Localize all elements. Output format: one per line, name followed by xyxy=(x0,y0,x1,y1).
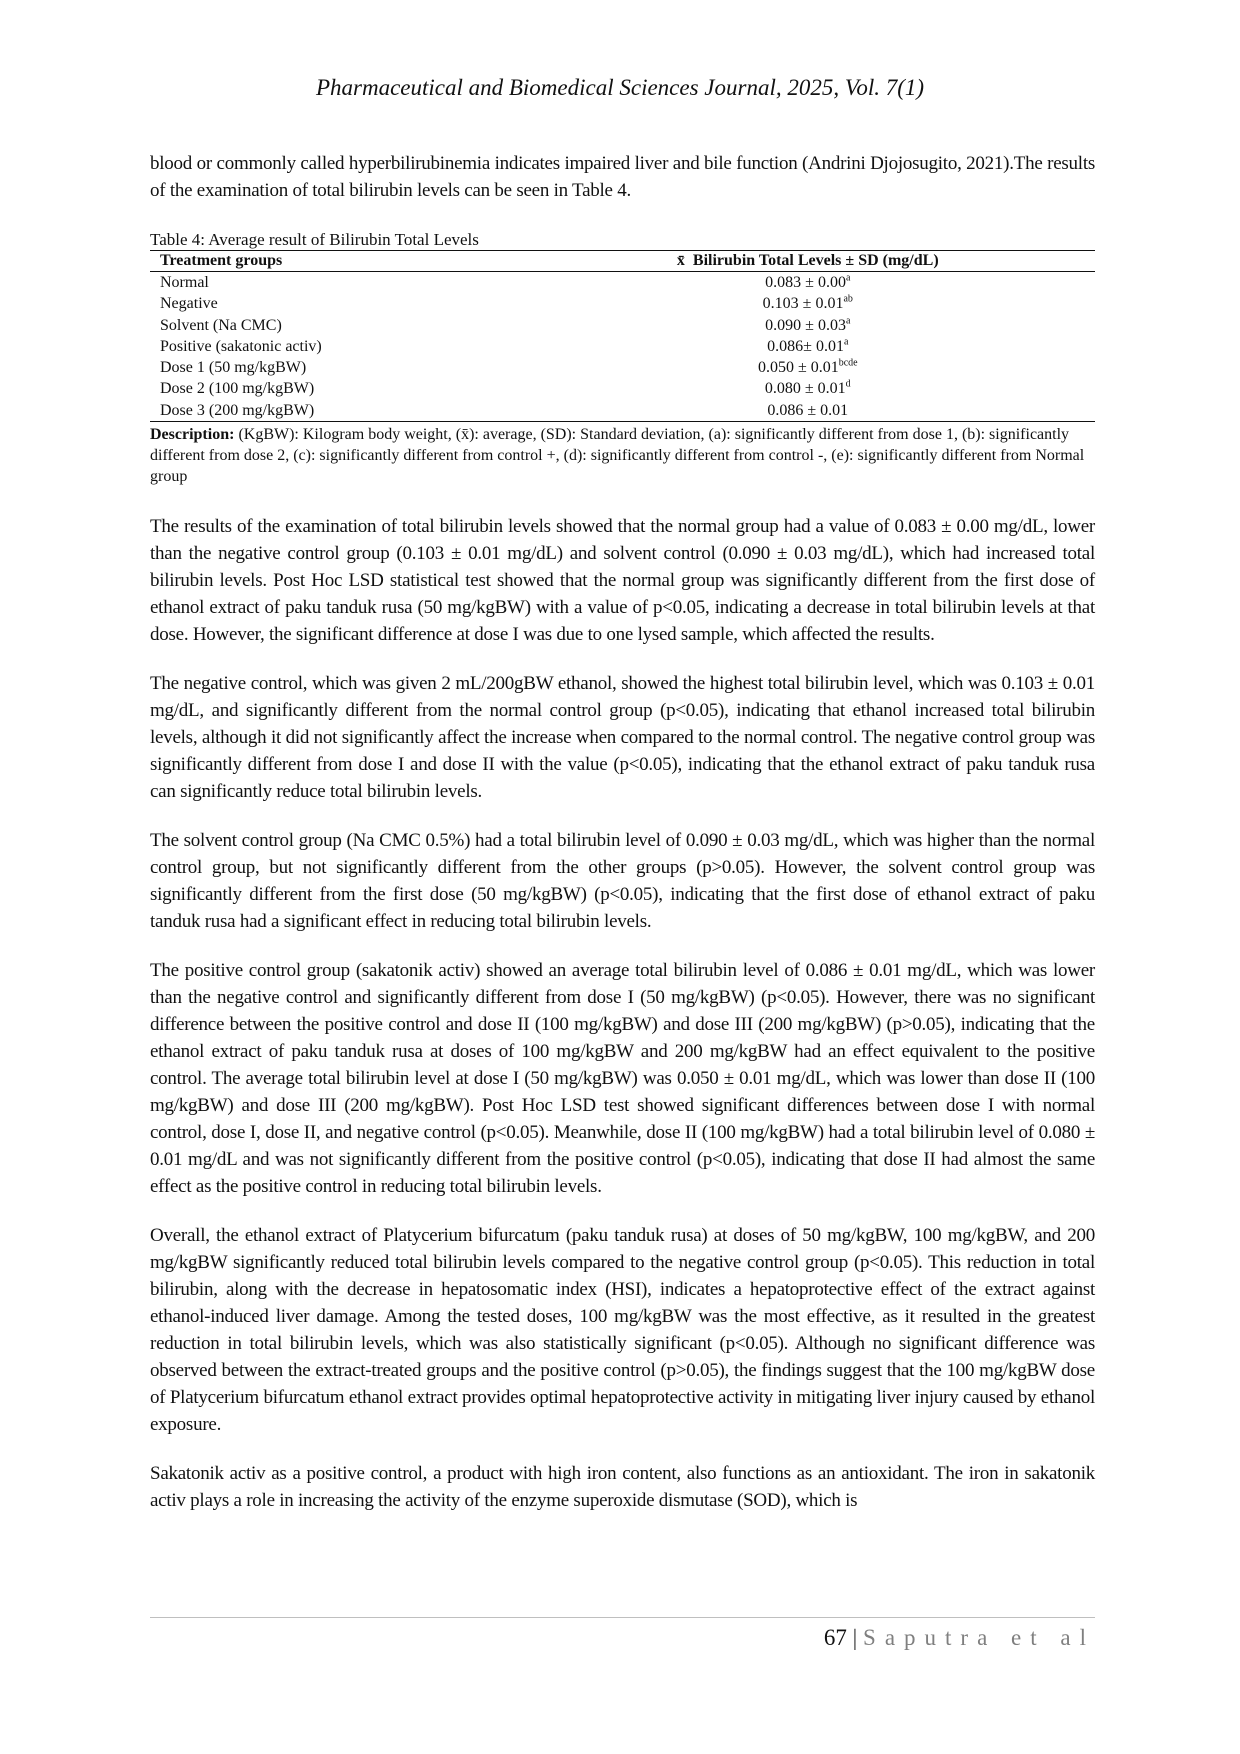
bilirubin-value-cell xyxy=(521,272,1095,294)
bilirubin-value: 0.086± 0.01 xyxy=(767,337,844,355)
column-header-bilirubin xyxy=(521,251,1095,272)
bilirubin-value-cell xyxy=(521,378,1095,399)
bilirubin-value-cell xyxy=(521,315,1095,336)
footer-author: Saputra et al xyxy=(863,1625,1095,1650)
paragraph: The solvent control group (Na CMC 0.5%) had a total bilirubin level of 0.090 ± 0.03 mg/dL, which was higher than the normal control group, but not significantly different from the other groups (p>0.05). However, the solvent control group was significantly different from the first dose (50 mg/kgBW) (p<0.05), indicating that the first dose of ethanol extract of paku tanduk rusa had a significant effect in reducing total bilirubin levels. xyxy=(150,830,1095,933)
significance-superscript: a xyxy=(845,272,851,284)
table-header-row xyxy=(150,251,1095,272)
bilirubin-value-cell xyxy=(521,400,1095,422)
treatment-group-cell: Negative xyxy=(160,295,218,313)
bilirubin-value-cell xyxy=(521,357,1095,378)
table-row xyxy=(150,357,1095,378)
treatment-group-cell: Dose 2 (100 mg/kgBW) xyxy=(160,380,315,398)
paragraph: Sakatonik activ as a positive control, a product with high iron content, also functions as an antioxidant. The iron in sakatonik activ plays a role in increasing the activity of the enzyme superoxide dismutase (SOD), which is xyxy=(150,1463,1095,1512)
journal-header: Pharmaceutical and Biomedical Sciences Journal, 2025, Vol. 7(1) xyxy=(315,75,925,100)
bilirubin-value: 0.080 ± 0.01 xyxy=(764,380,846,398)
treatment-group-cell: Dose 1 (50 mg/kgBW) xyxy=(160,359,307,377)
paragraph: The results of the examination of total bilirubin levels showed that the normal group had a value of 0.083 ± 0.00 mg/dL, lower than the negative control group (0.103 ± 0.01 mg/dL) and solvent control (0.090 ± 0.03 mg/dL), which had increased total bilirubin levels. Post Hoc LSD statistical test showed that the normal group was significantly different from the first dose of ethanol extract of paku tanduk rusa (50 mg/kgBW) with a value of p<0.05, indicating a decrease in total bilirubin levels at that dose. However, the significant difference at dose I was due to one lysed sample, which affected the results. xyxy=(150,516,1095,646)
bilirubin-table xyxy=(150,250,1095,422)
significance-superscript: d xyxy=(845,379,851,391)
page-footer xyxy=(824,1625,1095,1651)
bilirubin-value: 0.050 ± 0.01 xyxy=(757,359,839,377)
bilirubin-value: 0.083 ± 0.00 xyxy=(765,274,846,291)
table-row xyxy=(150,272,1095,294)
paragraph: The positive control group (sakatonik activ) showed an average total bilirubin level of 0.086 ± 0.01 mg/dL, which was lower than the negative control and significantly different from dose I (50 mg/kgBW) (p<0.05). However, there was no significant difference between the positive control and dose II (100 mg/kgBW) and dose III (200 mg/kgBW) (p>0.05), indicating that the ethanol extract of paku tanduk rusa at doses of 100 mg/kgBW and 200 mg/kgBW had an effect equivalent to the positive control. The average total bilirubin level at dose I (50 mg/kgBW) was 0.050 ± 0.01 mg/dL, which was lower than dose II (100 mg/kgBW) and dose III (200 mg/kgBW). Post Hoc LSD test showed significant differences between dose I with normal control, dose I, dose II, and negative control (p<0.05). Meanwhile, dose II (100 mg/kgBW) had a total bilirubin level of 0.080 ± 0.01 mg/dL and was not significantly different from the positive control (p<0.05), indicating that dose II had almost the same effect as the positive control in reducing total bilirubin levels. xyxy=(150,960,1095,1198)
footer-separator: | xyxy=(852,1625,858,1650)
paragraph-intro: blood or commonly called hyperbilirubinemia indicates impaired liver and bile function (Andrini Djojosugito, 2021).The results of the examination of total bilirubin levels can be seen in Table 4. xyxy=(150,153,1095,201)
treatment-group-cell: Solvent (Na CMC) xyxy=(160,316,282,334)
description-label: Description: xyxy=(150,426,235,444)
table-row xyxy=(150,293,1095,314)
bilirubin-value: 0.103 ± 0.01 xyxy=(762,295,844,313)
table-row xyxy=(150,336,1095,357)
column-header-treatment: Treatment groups xyxy=(150,251,521,272)
significance-superscript: a xyxy=(843,336,849,348)
significance-superscript: ab xyxy=(843,293,853,305)
mean-symbol: x̄ xyxy=(676,252,685,269)
column-header-bilirubin-label: Bilirubin Total Levels ± SD (mg/dL) xyxy=(692,252,939,269)
bilirubin-value-cell xyxy=(521,336,1095,357)
footer-divider xyxy=(150,1617,1095,1618)
bilirubin-value: 0.090 ± 0.03 xyxy=(765,316,846,334)
table-row xyxy=(150,378,1095,399)
table-row xyxy=(150,400,1095,422)
table-row xyxy=(150,315,1095,336)
bilirubin-value: 0.086 ± 0.01 xyxy=(767,401,849,419)
treatment-group-cell: Normal xyxy=(160,274,209,291)
treatment-group-cell: Dose 3 (200 mg/kgBW) xyxy=(150,400,521,422)
table-caption: Table 4: Average result of Bilirubin Total Levels xyxy=(150,230,479,249)
page-body xyxy=(150,150,1095,1536)
bilirubin-value-cell xyxy=(521,293,1095,314)
description-text: (KgBW): Kilogram body weight, (x̄): average, (SD): Standard deviation, (a): significantly different from dose 1, (b): significantly different from dose 2, (c): significantly different from control +, (d): significantly different from control -, (e): significantly different from Normal group xyxy=(150,426,1085,486)
paragraph: The negative control, which was given 2 mL/200gBW ethanol, showed the highest total bilirubin level, which was 0.103 ± 0.01 mg/dL, and significantly different from the normal control group (p<0.05), indicating that ethanol increased total bilirubin levels, although it did not significantly affect the increase when compared to the normal control. The negative control group was significantly different from dose I and dose II with the value (p<0.05), indicating that the ethanol extract of paku tanduk rusa can significantly reduce total bilirubin levels. xyxy=(150,673,1095,803)
table-description xyxy=(150,424,1095,487)
page-number: 67 xyxy=(823,1625,847,1650)
significance-superscript: bcde xyxy=(838,357,858,369)
treatment-group-cell: Positive (sakatonic activ) xyxy=(160,337,322,355)
paragraph: Overall, the ethanol extract of Platycerium bifurcatum (paku tanduk rusa) at doses of 50 mg/kgBW, 100 mg/kgBW, and 200 mg/kgBW significantly reduced total bilirubin levels compared to the negative control group (p<0.05). This reduction in total bilirubin, along with the decrease in hepatosomatic index (HSI), indicates a hepatoprotective effect of the extract against ethanol-induced liver damage. Among the tested doses, 100 mg/kgBW was the most effective, as it resulted in the greatest reduction in total bilirubin levels, which was also statistically significant (p<0.05). Although no significant difference was observed between the extract-treated groups and the positive control (p>0.05), the findings suggest that the 100 mg/kgBW dose of Platycerium bifurcatum ethanol extract provides optimal hepatoprotective activity in mitigating liver injury caused by ethanol exposure. xyxy=(150,1225,1095,1436)
significance-superscript: a xyxy=(845,315,851,327)
